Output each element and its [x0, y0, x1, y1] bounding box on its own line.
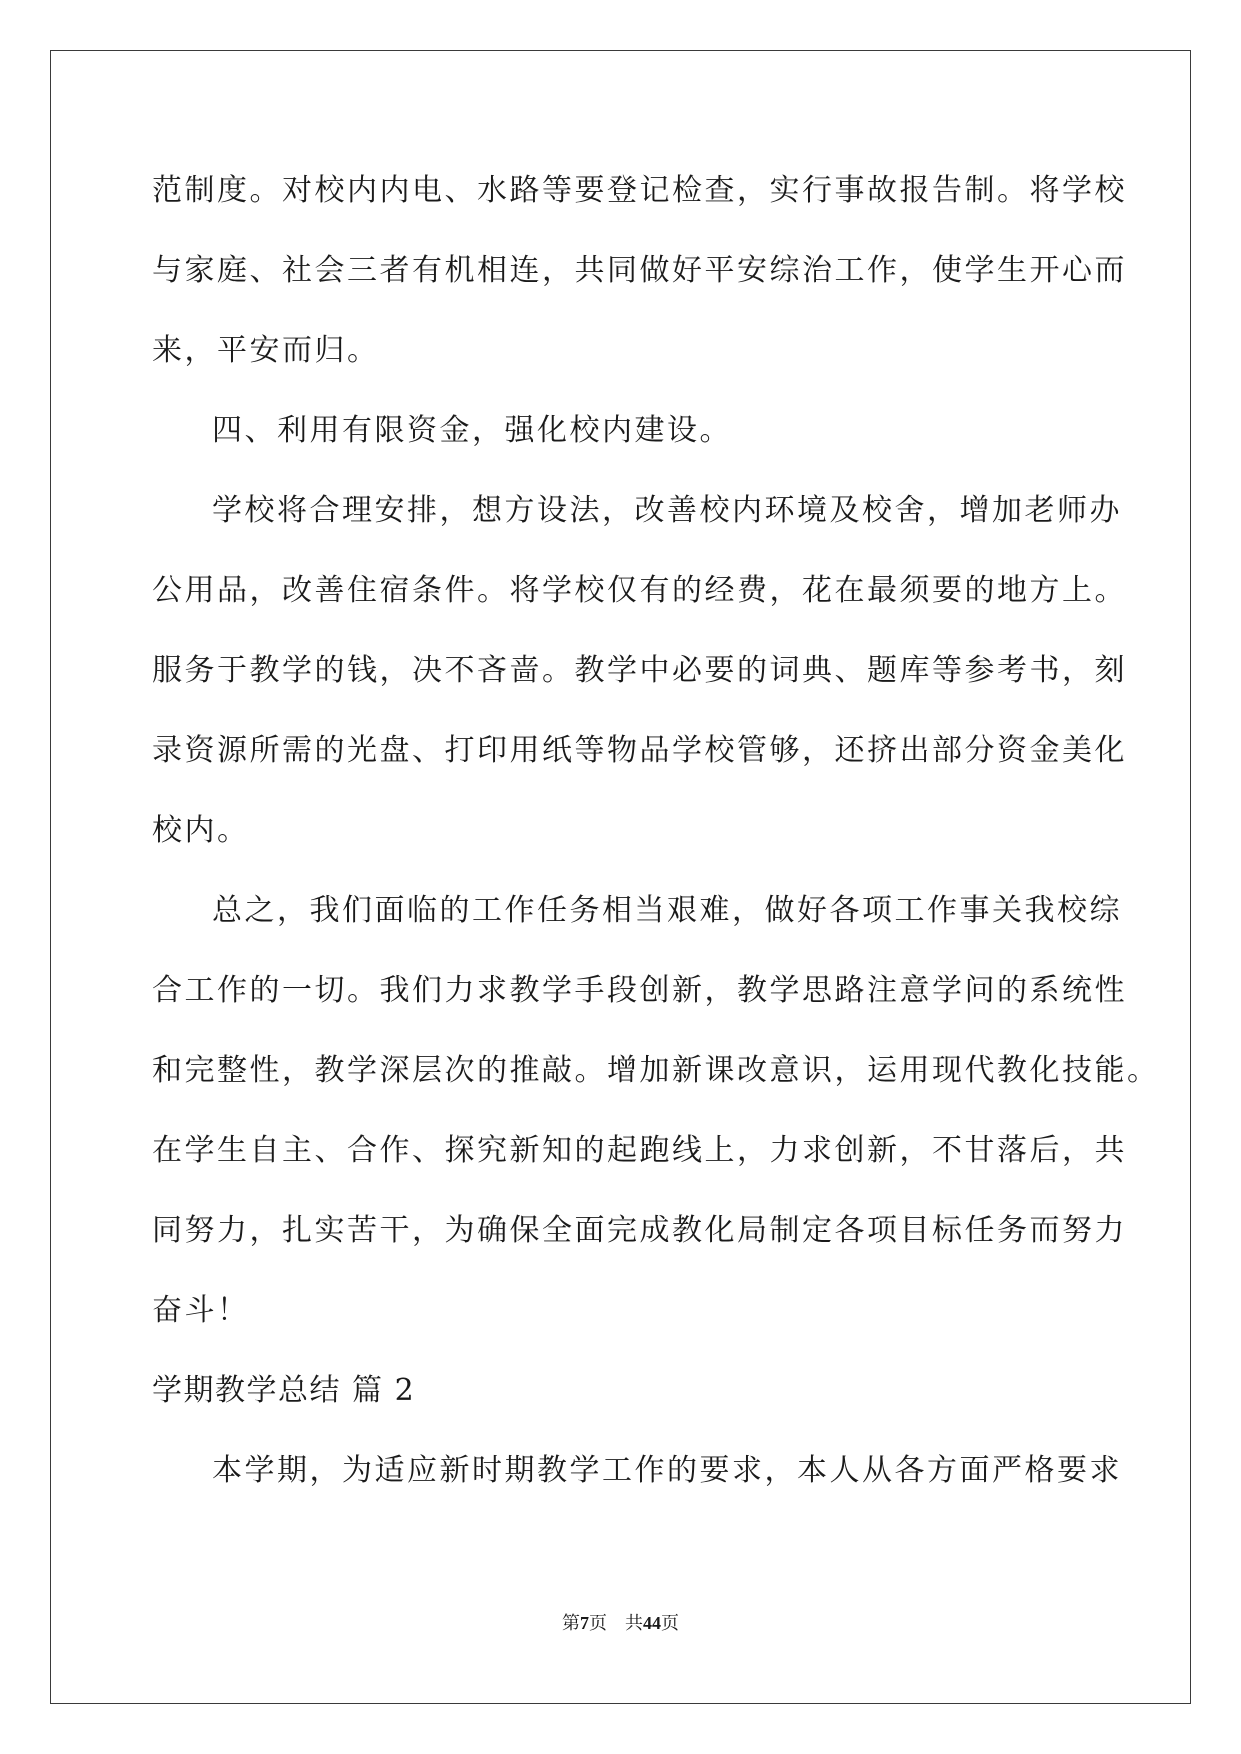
- page-footer: [0, 1611, 1241, 1635]
- text-line: 总之，我们面临的工作任务相当艰难，做好各项工作事关我校综: [212, 893, 1122, 928]
- total-pages-number: 44: [643, 1613, 661, 1633]
- current-page-number: 7: [580, 1613, 589, 1633]
- text-line: 合工作的一切。我们力求教学手段创新，教学思路注意学问的系统性: [152, 973, 1127, 1008]
- footer-total-unit: 页: [661, 1613, 679, 1633]
- text-line: 与家庭、社会三者有机相连，共同做好平安综治工作，使学生开心而: [152, 253, 1127, 288]
- footer-prefix: 第: [562, 1613, 580, 1633]
- footer-total-prefix: 共: [625, 1613, 643, 1633]
- text-line: 范制度。对校内内电、水路等要登记检查，实行事故报告制。将学校: [152, 173, 1127, 208]
- text-line: 本学期，为适应新时期教学工作的要求，本人从各方面严格要求: [212, 1453, 1122, 1488]
- text-line: 和完整性，教学深层次的推敲。增加新课改意识，运用现代教化技能。: [152, 1053, 1160, 1088]
- section-heading: 四、利用有限资金，强化校内建设。: [212, 413, 732, 448]
- text-line: 录资源所需的光盘、打印用纸等物品学校管够，还挤出部分资金美化: [152, 733, 1127, 768]
- text-line: 来，平安而归。: [152, 333, 380, 368]
- text-line: 校内。: [152, 813, 250, 848]
- text-line: 学校将合理安排，想方设法，改善校内环境及校舍，增加老师办: [212, 493, 1122, 528]
- text-line: 服务于教学的钱，决不吝啬。教学中必要的词典、题库等参考书，刻: [152, 653, 1127, 688]
- text-line: 公用品，改善住宿条件。将学校仅有的经费，花在最须要的地方上。: [152, 573, 1127, 608]
- article-title: 学期教学总结 篇 2: [152, 1373, 416, 1408]
- text-line: 在学生自主、合作、探究新知的起跑线上，力求创新，不甘落后，共: [152, 1133, 1127, 1168]
- text-line: 同努力，扎实苦干，为确保全面完成教化局制定各项目标任务而努力: [152, 1213, 1127, 1248]
- text-line: 奋斗！: [152, 1293, 250, 1328]
- footer-page-unit: 页: [589, 1613, 607, 1633]
